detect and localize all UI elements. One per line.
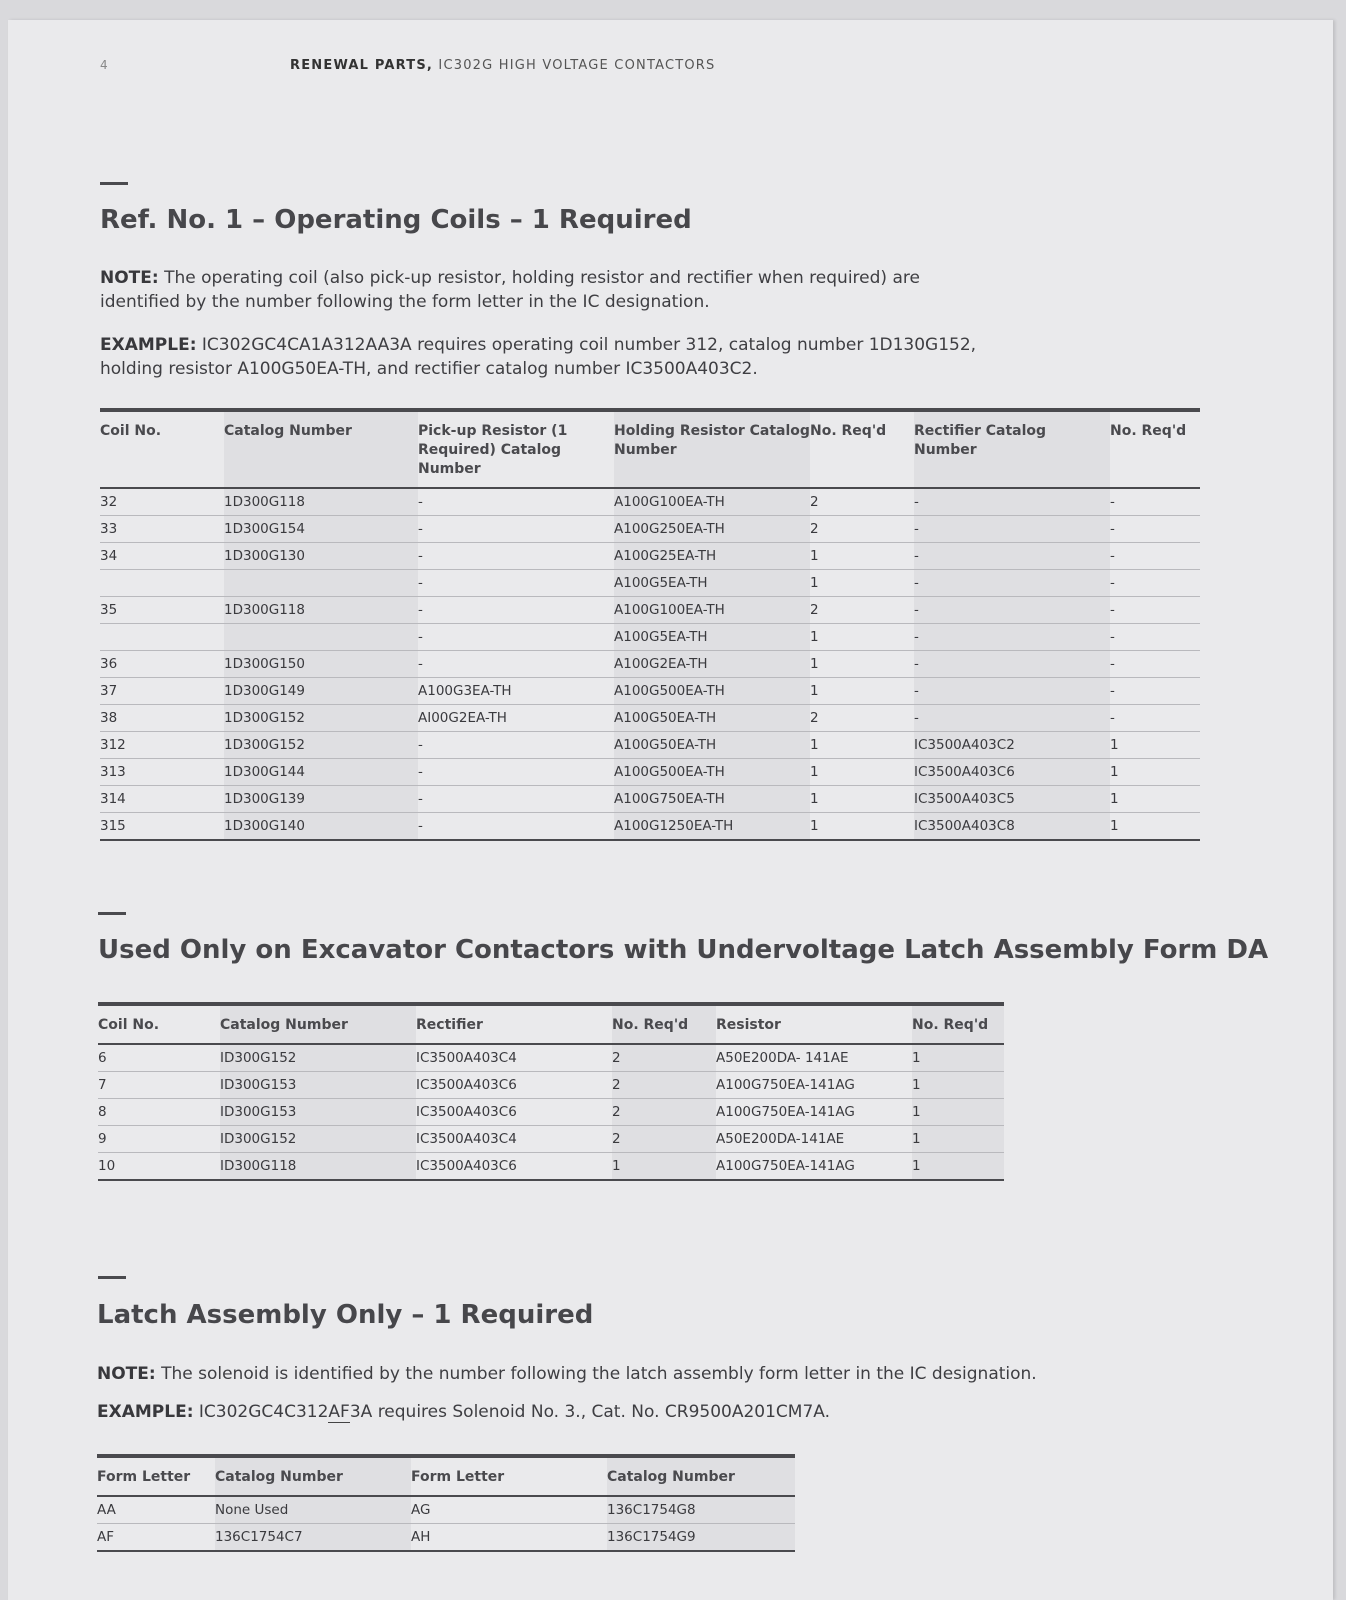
cell-catalog2: 136C1754G9 [607, 1524, 795, 1552]
cell-pickup: - [418, 786, 614, 813]
cell-holding: A100G5EA-TH [614, 570, 810, 597]
cell-coil: 36 [100, 651, 224, 678]
cell-pickup: - [418, 570, 614, 597]
cell-req2: - [1110, 651, 1200, 678]
table-row [100, 651, 1200, 678]
cell-req2: - [1110, 488, 1200, 516]
cell-coil: 33 [100, 516, 224, 543]
running-header-bold: RENEWAL PARTS, [290, 58, 434, 73]
section-dash [98, 1276, 126, 1279]
section1-example [100, 333, 1000, 381]
cell-pickup: - [418, 488, 614, 516]
col-pickup-resistor: Pick-up Resistor (1 Required) Catalog Number [418, 410, 614, 488]
section-heading-operating-coils: Ref. No. 1 – Operating Coils – 1 Required [100, 205, 692, 235]
table-row [100, 678, 1200, 705]
cell-holding: A100G100EA-TH [614, 597, 810, 624]
cell-form: AA [97, 1496, 215, 1524]
cell-holding: A100G25EA-TH [614, 543, 810, 570]
cell-form2: AG [411, 1496, 607, 1524]
cell-catalog [224, 624, 418, 651]
cell-catalog: 136C1754C7 [215, 1524, 411, 1552]
cell-rectifier: - [914, 570, 1110, 597]
cell-req: 1 [810, 732, 914, 759]
cell-req: 2 [612, 1126, 716, 1153]
col-no-reqd: No. Req'd [612, 1004, 716, 1044]
col-coil-no: Coil No. [100, 410, 224, 488]
col-rectifier: Rectifier [416, 1004, 612, 1044]
cell-rectifier: IC3500A403C6 [416, 1099, 612, 1126]
table-row [98, 1072, 1004, 1099]
section-heading-excavator: Used Only on Excavator Contactors with Undervoltage Latch Assembly Form DA [98, 935, 1269, 965]
section1-note [100, 266, 960, 314]
cell-resistor: A50E200DA-141AE [716, 1126, 912, 1153]
cell-req: 1 [612, 1153, 716, 1181]
running-header-rest: IC302G HIGH VOLTAGE CONTACTORS [438, 58, 716, 73]
cell-pickup: A100G3EA-TH [418, 678, 614, 705]
cell-req2: - [1110, 516, 1200, 543]
col-resistor: Resistor [716, 1004, 912, 1044]
col-form-letter-2: Form Letter [411, 1456, 607, 1496]
cell-coil: 6 [98, 1044, 220, 1072]
col-no-reqd-2: No. Req'd [1110, 410, 1200, 488]
table-row [100, 597, 1200, 624]
col-catalog-number: Catalog Number [220, 1004, 416, 1044]
cell-catalog: 1D300G149 [224, 678, 418, 705]
page-number: 4 [100, 58, 108, 72]
cell-resistor: A100G750EA-141AG [716, 1158, 855, 1174]
cell-req2: 1 [1110, 818, 1119, 834]
table-row [100, 624, 1200, 651]
col-catalog-number-2: Catalog Number [607, 1456, 795, 1496]
cell-pickup: - [418, 516, 614, 543]
cell-catalog: 1D300G118 [224, 597, 418, 624]
col-no-reqd: No. Req'd [810, 410, 914, 488]
cell-req2: 1 [1110, 786, 1200, 813]
cell-coil: 7 [98, 1072, 220, 1099]
cell-rectifier: - [914, 516, 1110, 543]
cell-holding: A100G1250EA-TH [614, 813, 810, 841]
cell-req: 1 [810, 759, 914, 786]
cell-catalog: 1D300G152 [224, 732, 418, 759]
cell-req: 2 [810, 705, 914, 732]
cell-coil: 312 [100, 732, 224, 759]
note-label: NOTE: [97, 1364, 156, 1384]
cell-coil: 37 [100, 678, 224, 705]
cell-holding: A100G100EA-TH [614, 488, 810, 516]
cell-req2: - [1110, 705, 1200, 732]
cell-req2: - [1110, 624, 1200, 651]
cell-req2: 1 [912, 1099, 1004, 1126]
table-header-row [100, 410, 1200, 488]
note-label: NOTE: [100, 268, 159, 288]
col-catalog-number: Catalog Number [215, 1456, 411, 1496]
cell-req: 2 [612, 1044, 716, 1072]
col-coil-no: Coil No. [98, 1004, 220, 1044]
excavator-coils-table [98, 1002, 1004, 1181]
section3-note [97, 1362, 1227, 1386]
table-row [100, 732, 1200, 759]
cell-coil: 313 [100, 759, 224, 786]
cell-req2: 1 [912, 1072, 1004, 1099]
cell-coil: 10 [98, 1158, 116, 1174]
cell-req: 2 [612, 1072, 716, 1099]
cell-pickup: - [418, 543, 614, 570]
cell-pickup: - [418, 597, 614, 624]
table-row [97, 1496, 795, 1524]
cell-rectifier: - [914, 488, 1110, 516]
section3-example [97, 1400, 1227, 1424]
cell-pickup: - [418, 759, 614, 786]
cell-catalog: ID300G153 [220, 1099, 416, 1126]
cell-req: 1 [810, 570, 914, 597]
cell-req2: 1 [912, 1044, 1004, 1072]
cell-req2: 1 [1110, 732, 1200, 759]
cell-rectifier: IC3500A403C6 [914, 759, 1110, 786]
example-text-underlined: AF [328, 1402, 350, 1422]
col-holding-resistor: Holding Resistor Catalog Number [614, 410, 810, 488]
cell-catalog: 1D300G144 [224, 759, 418, 786]
cell-coil: 35 [100, 597, 224, 624]
col-catalog-number: Catalog Number [224, 410, 418, 488]
cell-holding: A100G500EA-TH [614, 759, 810, 786]
cell-rectifier: IC3500A403C5 [914, 786, 1110, 813]
cell-rectifier: IC3500A403C6 [416, 1072, 612, 1099]
cell-req: 1 [810, 786, 914, 813]
cell-req2: 1 [1110, 759, 1200, 786]
note-text: The solenoid is identified by the number following the latch assembly form letter in the IC designation. [161, 1364, 1037, 1384]
cell-req: 2 [810, 516, 914, 543]
col-rectifier: Rectifier Catalog Number [914, 410, 1110, 488]
col-form-letter: Form Letter [97, 1456, 215, 1496]
cell-req2: - [1110, 543, 1200, 570]
cell-catalog2: 136C1754G8 [607, 1496, 795, 1524]
table-row [97, 1524, 795, 1552]
cell-rectifier: IC3500A403C4 [416, 1126, 612, 1153]
example-text-post: 3A requires Solenoid No. 3., Cat. No. CR9500A201CM7A. [349, 1402, 831, 1422]
table-row [100, 570, 1200, 597]
example-label: EXAMPLE: [100, 335, 197, 355]
cell-coil: 314 [100, 786, 224, 813]
cell-catalog: 1D300G152 [224, 705, 418, 732]
example-text-pre: IC302GC4C312 [198, 1402, 329, 1422]
cell-catalog: 1D300G140 [224, 813, 418, 841]
cell-rectifier: - [914, 678, 1110, 705]
cell-req2: 1 [912, 1126, 1004, 1153]
table-row [98, 1126, 1004, 1153]
cell-catalog: ID300G152 [220, 1044, 416, 1072]
cell-catalog: 1D300G118 [224, 488, 418, 516]
section-dash [100, 182, 128, 185]
cell-req: 1 [810, 651, 914, 678]
cell-catalog: None Used [215, 1496, 411, 1524]
cell-catalog: 1D300G139 [224, 786, 418, 813]
table-row [100, 488, 1200, 516]
cell-form2: AH [411, 1529, 431, 1545]
cell-req: 2 [810, 597, 914, 624]
section-heading-latch-assembly: Latch Assembly Only – 1 Required [97, 1300, 594, 1330]
cell-holding: A100G250EA-TH [614, 516, 810, 543]
cell-coil: 315 [100, 818, 126, 834]
cell-req: 1 [810, 818, 819, 834]
cell-catalog: 1D300G154 [224, 516, 418, 543]
table-header-row [97, 1456, 795, 1496]
section-dash [98, 912, 126, 915]
cell-coil: 38 [100, 705, 224, 732]
operating-coils-table [100, 408, 1200, 841]
cell-holding: A100G5EA-TH [614, 624, 810, 651]
example-label: EXAMPLE: [97, 1402, 194, 1422]
cell-holding: A100G2EA-TH [614, 651, 810, 678]
table-row [98, 1099, 1004, 1126]
cell-holding: A100G750EA-TH [614, 786, 810, 813]
table-row [100, 813, 1200, 841]
note-text: The operating coil (also pick-up resistor, holding resistor and rectifier when required) are identified by the number following the form letter in the IC designation. [100, 268, 920, 312]
table-row [98, 1153, 1004, 1181]
table-row [100, 786, 1200, 813]
cell-resistor: A100G750EA-141AG [716, 1099, 912, 1126]
cell-resistor: A50E200DA- 141AE [716, 1044, 912, 1072]
cell-coil: 8 [98, 1099, 220, 1126]
cell-coil: 34 [100, 543, 224, 570]
cell-rectifier: - [914, 624, 1110, 651]
cell-pickup: - [418, 624, 614, 651]
table-row [98, 1044, 1004, 1072]
cell-rectifier: IC3500A403C6 [416, 1158, 517, 1174]
cell-rectifier: IC3500A403C8 [914, 813, 1110, 841]
table-header-row [98, 1004, 1004, 1044]
cell-holding: A100G500EA-TH [614, 678, 810, 705]
cell-req: 1 [810, 678, 914, 705]
cell-rectifier: - [914, 543, 1110, 570]
cell-coil: 32 [100, 488, 224, 516]
cell-pickup: - [418, 651, 614, 678]
cell-catalog: ID300G118 [220, 1153, 416, 1181]
cell-catalog [224, 570, 418, 597]
cell-rectifier: - [914, 597, 1110, 624]
cell-rectifier: - [914, 651, 1110, 678]
cell-rectifier: IC3500A403C2 [914, 732, 1110, 759]
cell-pickup: - [418, 732, 614, 759]
cell-catalog: ID300G153 [220, 1072, 416, 1099]
running-header [290, 58, 715, 73]
cell-pickup: AI00G2EA-TH [418, 705, 614, 732]
cell-req: 1 [810, 624, 914, 651]
col-no-reqd-2: No. Req'd [912, 1004, 1004, 1044]
cell-pickup: - [418, 818, 423, 834]
cell-req2: 1 [912, 1153, 1004, 1181]
cell-coil [100, 624, 224, 651]
cell-holding: A100G50EA-TH [614, 732, 810, 759]
table-row [100, 759, 1200, 786]
cell-coil: 9 [98, 1126, 220, 1153]
cell-coil [100, 570, 224, 597]
cell-catalog: 1D300G130 [224, 543, 418, 570]
cell-holding: A100G50EA-TH [614, 705, 810, 732]
cell-catalog: ID300G152 [220, 1126, 416, 1153]
cell-req2: - [1110, 678, 1200, 705]
cell-req: 1 [810, 543, 914, 570]
table-row [100, 705, 1200, 732]
cell-form: AF [97, 1529, 115, 1545]
table-row [100, 516, 1200, 543]
cell-req: 2 [810, 488, 914, 516]
cell-catalog: 1D300G150 [224, 651, 418, 678]
example-text: IC302GC4CA1A312AA3A requires operating coil number 312, catalog number 1D130G152, holding resistor A100G50EA-TH, and rectifier catalog number IC3500A403C2. [100, 335, 977, 379]
cell-rectifier: IC3500A403C4 [416, 1044, 612, 1072]
cell-req: 2 [612, 1099, 716, 1126]
cell-req2: - [1110, 597, 1200, 624]
cell-req2: - [1110, 570, 1200, 597]
latch-assembly-table [97, 1454, 795, 1552]
cell-rectifier: - [914, 705, 1110, 732]
table-row [100, 543, 1200, 570]
cell-resistor: A100G750EA-141AG [716, 1072, 912, 1099]
